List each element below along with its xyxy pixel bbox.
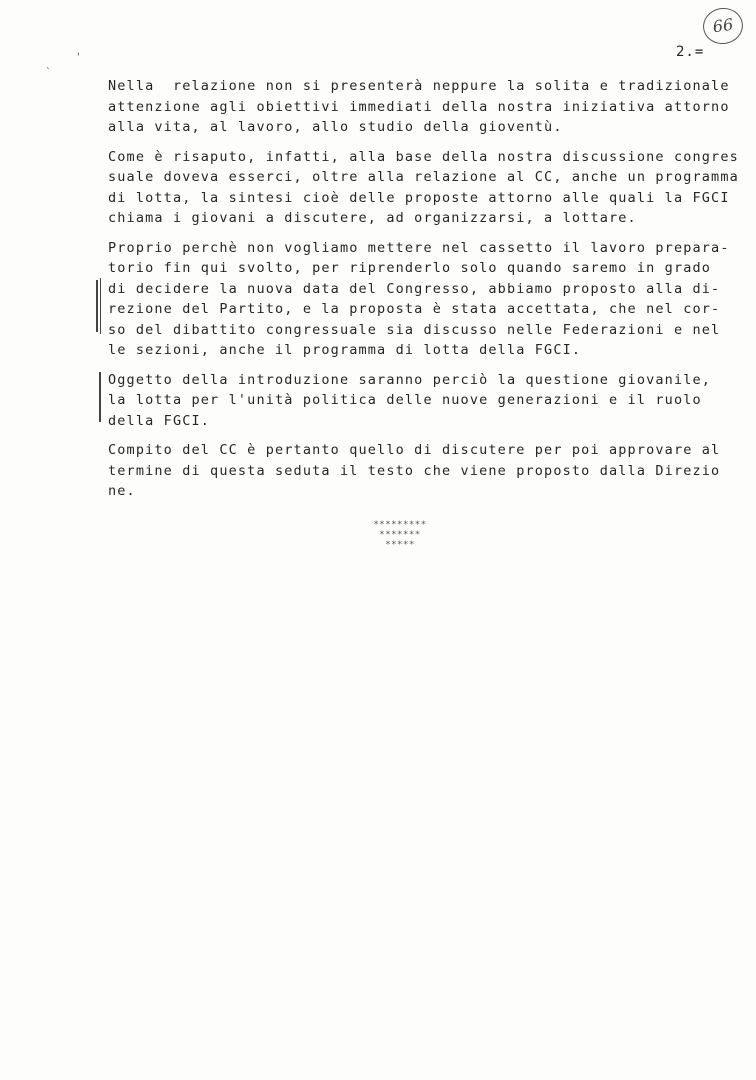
text-line: Oggetto della introduzione saranno perciò la questione giovanile, bbox=[108, 371, 712, 388]
text-line: Compito del CC è pertanto quello di discutere per poi approvare al bbox=[108, 442, 721, 458]
text-line: ne. bbox=[108, 483, 136, 499]
text-line: di decidere la nuova data del Congresso, abbiamo proposto alla di- bbox=[108, 280, 721, 297]
paragraph bbox=[108, 147, 738, 229]
separator-row: ***** bbox=[385, 540, 415, 550]
separator-row: ******* bbox=[379, 530, 421, 540]
text-line: di lotta, la sintesi cioè delle proposte attorno alle quali la FGCI bbox=[108, 189, 730, 206]
page-number: 2.= bbox=[676, 44, 705, 60]
text-line: attenzione agli obiettivi immediati della nostra iniziativa attorno bbox=[108, 98, 730, 115]
text-line: la lotta per l'unità politica delle nuove generazioni e il ruolo bbox=[108, 392, 702, 408]
text-line: Come è risaputo, infatti, alla base della nostra discussione congres bbox=[108, 148, 739, 165]
text-line: Proprio perchè non vogliamo mettere nel cassetto il lavoro prepara- bbox=[108, 239, 730, 256]
text-line: termine di questa seduta il testo che viene proposto dalla Direzio bbox=[108, 462, 721, 479]
handwritten-tick-mark: ˌ bbox=[75, 44, 82, 57]
paragraph bbox=[108, 238, 738, 361]
end-separator bbox=[340, 520, 460, 550]
text-line: suale doveva esserci, oltre alla relazione al CC, anche un programma bbox=[108, 169, 739, 185]
paragraph bbox=[108, 440, 738, 502]
handwritten-page-number: 66 bbox=[701, 5, 746, 46]
text-line: rezione del Partito, e la proposta è stata accettata, che nel cor- bbox=[108, 301, 721, 317]
separator-row: ********* bbox=[373, 520, 427, 530]
text-line: Nella relazione non si presenterà neppure la solita e tradizionale bbox=[108, 78, 730, 94]
handwritten-tick-mark: ˋ bbox=[46, 65, 50, 78]
text-line: chiama i giovani a discutere, ad organizzarsi, a lottare. bbox=[108, 210, 637, 226]
paragraph bbox=[108, 76, 738, 138]
margin-mark bbox=[96, 280, 98, 332]
text-line: so del dibattito congressuale sia discusso nelle Federazioni e nel bbox=[108, 321, 721, 338]
text-line: della FGCI. bbox=[108, 412, 211, 429]
margin-mark bbox=[100, 278, 101, 334]
paragraph bbox=[108, 370, 738, 432]
text-line: alla vita, al lavoro, allo studio della gioventù. bbox=[108, 119, 563, 135]
document-body bbox=[108, 76, 738, 511]
text-line: le sezioni, anche il programma di lotta della FGCI. bbox=[108, 342, 582, 358]
margin-mark bbox=[99, 372, 101, 422]
text-line: torio fin qui svolto, per riprenderlo solo quando saremo in grado bbox=[108, 260, 712, 276]
